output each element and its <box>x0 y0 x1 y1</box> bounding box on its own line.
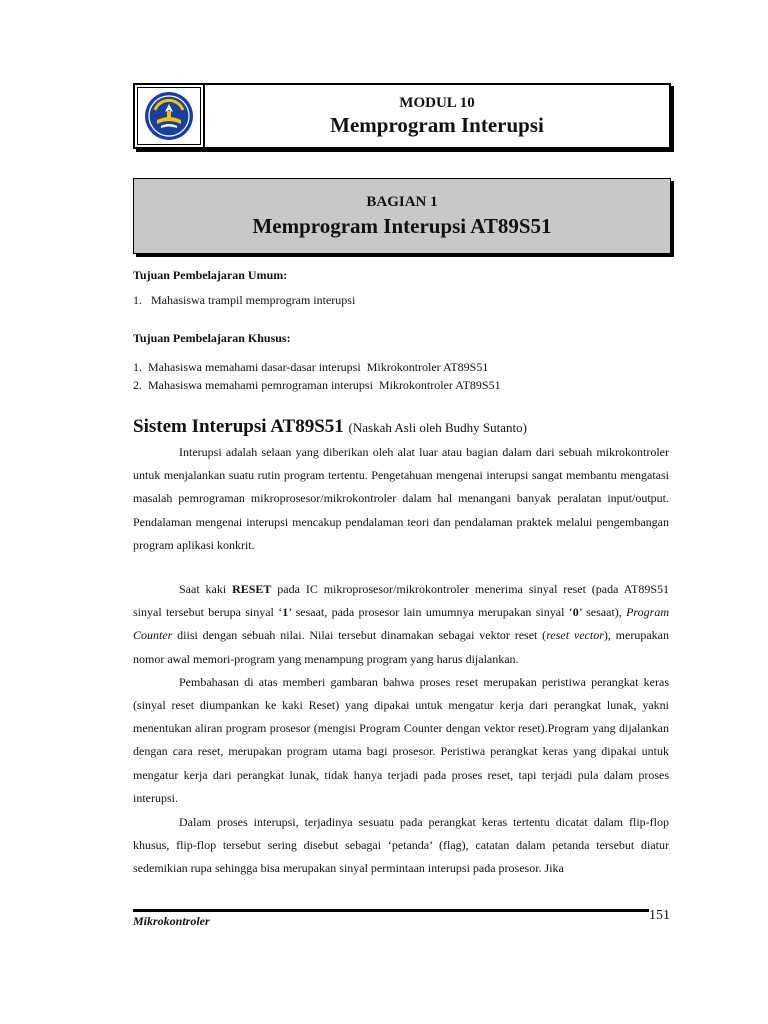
general-objective-item: 1. Mahasiswa trampil memprogram interupsi <box>133 293 356 307</box>
logo-frame <box>137 87 201 145</box>
footer-course-name: Mikrokontroler <box>133 914 210 928</box>
text-run-bold: 1 <box>282 605 289 620</box>
section-part-box <box>133 178 671 254</box>
page-content <box>133 266 669 881</box>
paragraph-1: Interupsi adalah selaan yang diberikan oleh alat luar atau bagian dalam dari sebuah mikrokontroler untuk menjalankan suatu rutin program tertentu. Pengetahuan mengenai interupsi sangat membantu mengatasi masalah pemrograman mikroprosesor/mikrokontroler dalam hal menangani banyak peralatan input/output. Pendalaman mengenai interupsi mencakup pendalaman teori dan pendalaman praktek melalui pengembangan program aplikasi konkrit. <box>133 445 669 552</box>
specific-objective-item: 2. Mahasiswa memahami pemrograman interupsi Mikrokontroler AT89S51 <box>133 378 501 392</box>
section-subtitle: (Naskah Asli oleh Budhy Sutanto) <box>348 420 527 435</box>
paragraph-4: Dalam proses interupsi, terjadinya sesuatu pada perangkat keras tertentu dicatat dalam flip-flop khusus, flip-flop tersebut sering disebut sebagai ‘petanda’ (flag), catatan dalam petanda tersebut diatur sedemikian rupa sehingga bisa merupakan sinyal permintaan interupsi pada prosesor. Jika <box>133 815 669 876</box>
text-run: diisi dengan sebuah nilai. Nilai tersebut dinamakan sebagai vektor reset ( <box>172 628 547 643</box>
page-number: 151 <box>649 908 670 923</box>
text-run: ’ sesaat), <box>578 605 627 620</box>
text-run-italic: reset vector <box>546 628 604 643</box>
section-title: Sistem Interupsi AT89S51 <box>133 416 344 437</box>
text-run: ’ sesaat, pada prosesor lain umumnya merupakan sinyal ‘ <box>288 605 573 620</box>
module-title-cell <box>205 85 669 147</box>
text-run: ), merupakan nomor awal memori-program yang menampung program yang harus dijalankan. <box>133 628 669 666</box>
general-objectives-heading: Tujuan Pembelajaran Umum: <box>133 268 288 282</box>
text-run-italic: Program Counter <box>133 605 669 643</box>
module-number: MODUL 10 <box>399 95 475 111</box>
part-number: BAGIAN 1 <box>366 194 438 210</box>
module-title: Memprogram Interupsi <box>330 113 544 137</box>
text-run: Saat kaki <box>179 582 233 597</box>
text-run-bold: 0 <box>572 605 579 620</box>
logo-cell <box>135 85 205 147</box>
paragraph-3: Pembahasan di atas memberi gambaran bahwa proses reset merupakan peristiwa perangkat keras (sinyal reset diumpankan ke kaki Reset) yang dipakai untuk mengatur kerja dari perangkat lunak, yakni menentukan aliran program prosesor (mengisi Program Counter dengan vektor reset).Program yang dijalankan dengan cara reset, merupakan program utama bagi prosesor. Peristiwa perangkat keras yang dipakai untuk mengatur kerja dari perangkat lunak, tidak hanya terjadi pada proses reset, tapi terjadi pula dalam proses interupsi. <box>133 674 669 805</box>
specific-objectives-heading: Tujuan Pembelajaran Khusus: <box>133 331 291 345</box>
part-title: Memprogram Interupsi AT89S51 <box>252 214 552 238</box>
text-run: pada IC mikroprosesor/mikrokontroler menerima sinyal reset (pada AT89S51 sinyal tersebut berupa sinyal ‘ <box>133 582 670 620</box>
footer-rule <box>133 909 649 912</box>
text-run-bold: RESET <box>232 582 272 597</box>
specific-objective-item: 1. Mahasiswa memahami dasar-dasar interupsi Mikrokontroler AT89S51 <box>133 360 489 374</box>
module-header-box <box>133 83 671 149</box>
tut-wuri-handayani-logo-icon <box>143 90 195 142</box>
paragraph-2 <box>133 578 669 671</box>
section-heading <box>133 415 669 440</box>
